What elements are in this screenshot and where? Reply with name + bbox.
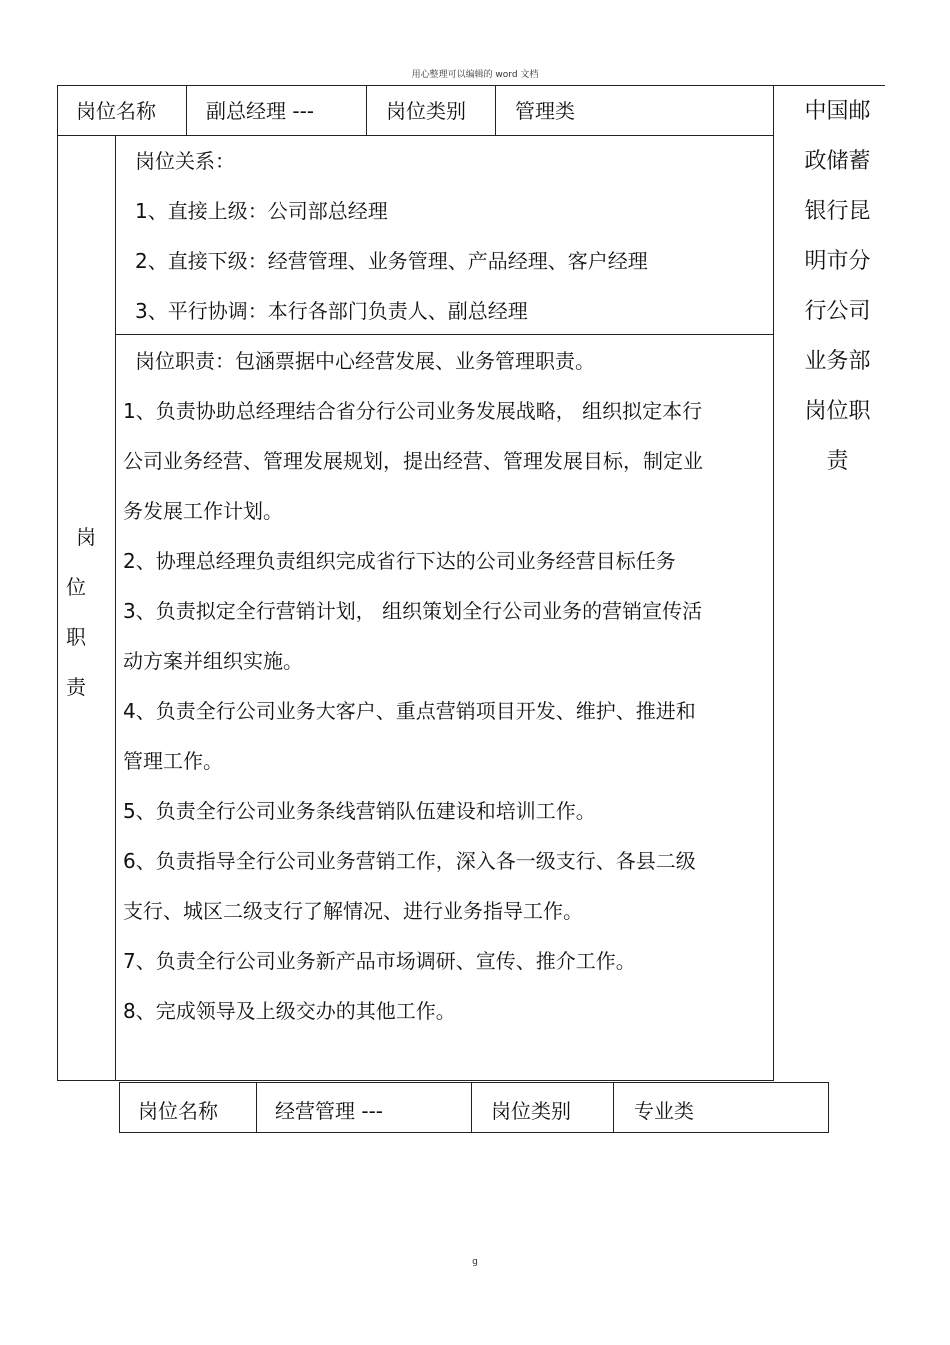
- side-title: [790, 87, 885, 487]
- duty-line: 3、负责拟定全行营销计划， 组织策划全行公司业务的营销宣传活: [123, 599, 703, 623]
- duty-line: 管理工作。: [123, 749, 223, 773]
- top-position-name-value: 副总经理 ---: [206, 99, 315, 123]
- top-position-type-value: 管理类: [515, 99, 575, 123]
- relations-title: 岗位关系：: [135, 149, 235, 173]
- duty-line: 动方案并组织实施。: [123, 649, 303, 673]
- side-title-line-4: 明市分: [804, 249, 871, 274]
- duty-line: 5、负责全行公司业务条线营销队伍建设和培训工作。: [123, 799, 596, 823]
- duty-line: 1、负责协助总经理结合省分行公司业务发展战略， 组织拟定本行: [123, 399, 703, 423]
- left-label-char-4: 责: [66, 675, 86, 699]
- duty-line: 7、负责全行公司业务新产品市场调研、宣传、推介工作。: [123, 949, 636, 973]
- duty-line: 2、协理总经理负责组织完成省行下达的公司业务经营目标任务: [123, 549, 676, 573]
- duty-line: 支行、城区二级支行了解情况、进行业务指导工作。: [123, 899, 583, 923]
- side-title-line-7: 岗位职: [804, 399, 871, 424]
- duty-line: 务发展工作计划。: [123, 499, 283, 523]
- relations-item: 2、直接下级：经营管理、业务管理、产品经理、客户经理: [135, 249, 648, 273]
- side-title-line-1: 中国邮: [804, 99, 871, 124]
- side-title-line-8: 责: [826, 449, 849, 474]
- duty-line: 8、完成领导及上级交办的其他工作。: [123, 999, 456, 1023]
- duty-line: 6、负责指导全行公司业务营销工作，深入各一级支行、各县二级: [123, 849, 696, 873]
- top-position-type-label: 岗位类别: [386, 99, 466, 123]
- relations-item: 3、平行协调：本行各部门负责人、副总经理: [135, 299, 528, 323]
- left-label-char-3: 职: [66, 625, 86, 649]
- side-title-line-2: 政储蓄: [804, 149, 871, 174]
- duty-line: 公司业务经营、管理发展规划，提出经营、管理发展目标，制定业: [123, 449, 703, 473]
- bottom-position-name-value: 经营管理 ---: [275, 1099, 384, 1123]
- left-label-char-1: 岗: [76, 525, 96, 549]
- bottom-position-type-label: 岗位类别: [491, 1099, 571, 1123]
- left-label-char-2: 位: [66, 575, 86, 599]
- bottom-position-type-value: 专业类: [634, 1099, 694, 1123]
- duties-title: 岗位职责：包涵票据中心经营发展、业务管理职责。: [135, 349, 595, 373]
- side-title-line-6: 业务部: [804, 349, 871, 374]
- duty-line: 4、负责全行公司业务大客户、重点营销项目开发、维护、推进和: [123, 699, 696, 723]
- page-number: g: [472, 1257, 478, 1267]
- page-header-note: 用心整理可以编辑的 word 文档: [411, 70, 539, 80]
- bottom-position-name-label: 岗位名称: [138, 1099, 218, 1123]
- top-position-name-label: 岗位名称: [76, 99, 156, 123]
- relations-item: 1、直接上级：公司部总经理: [135, 199, 388, 223]
- side-title-line-5: 行公司: [804, 299, 871, 324]
- side-title-line-3: 银行昆: [804, 199, 871, 224]
